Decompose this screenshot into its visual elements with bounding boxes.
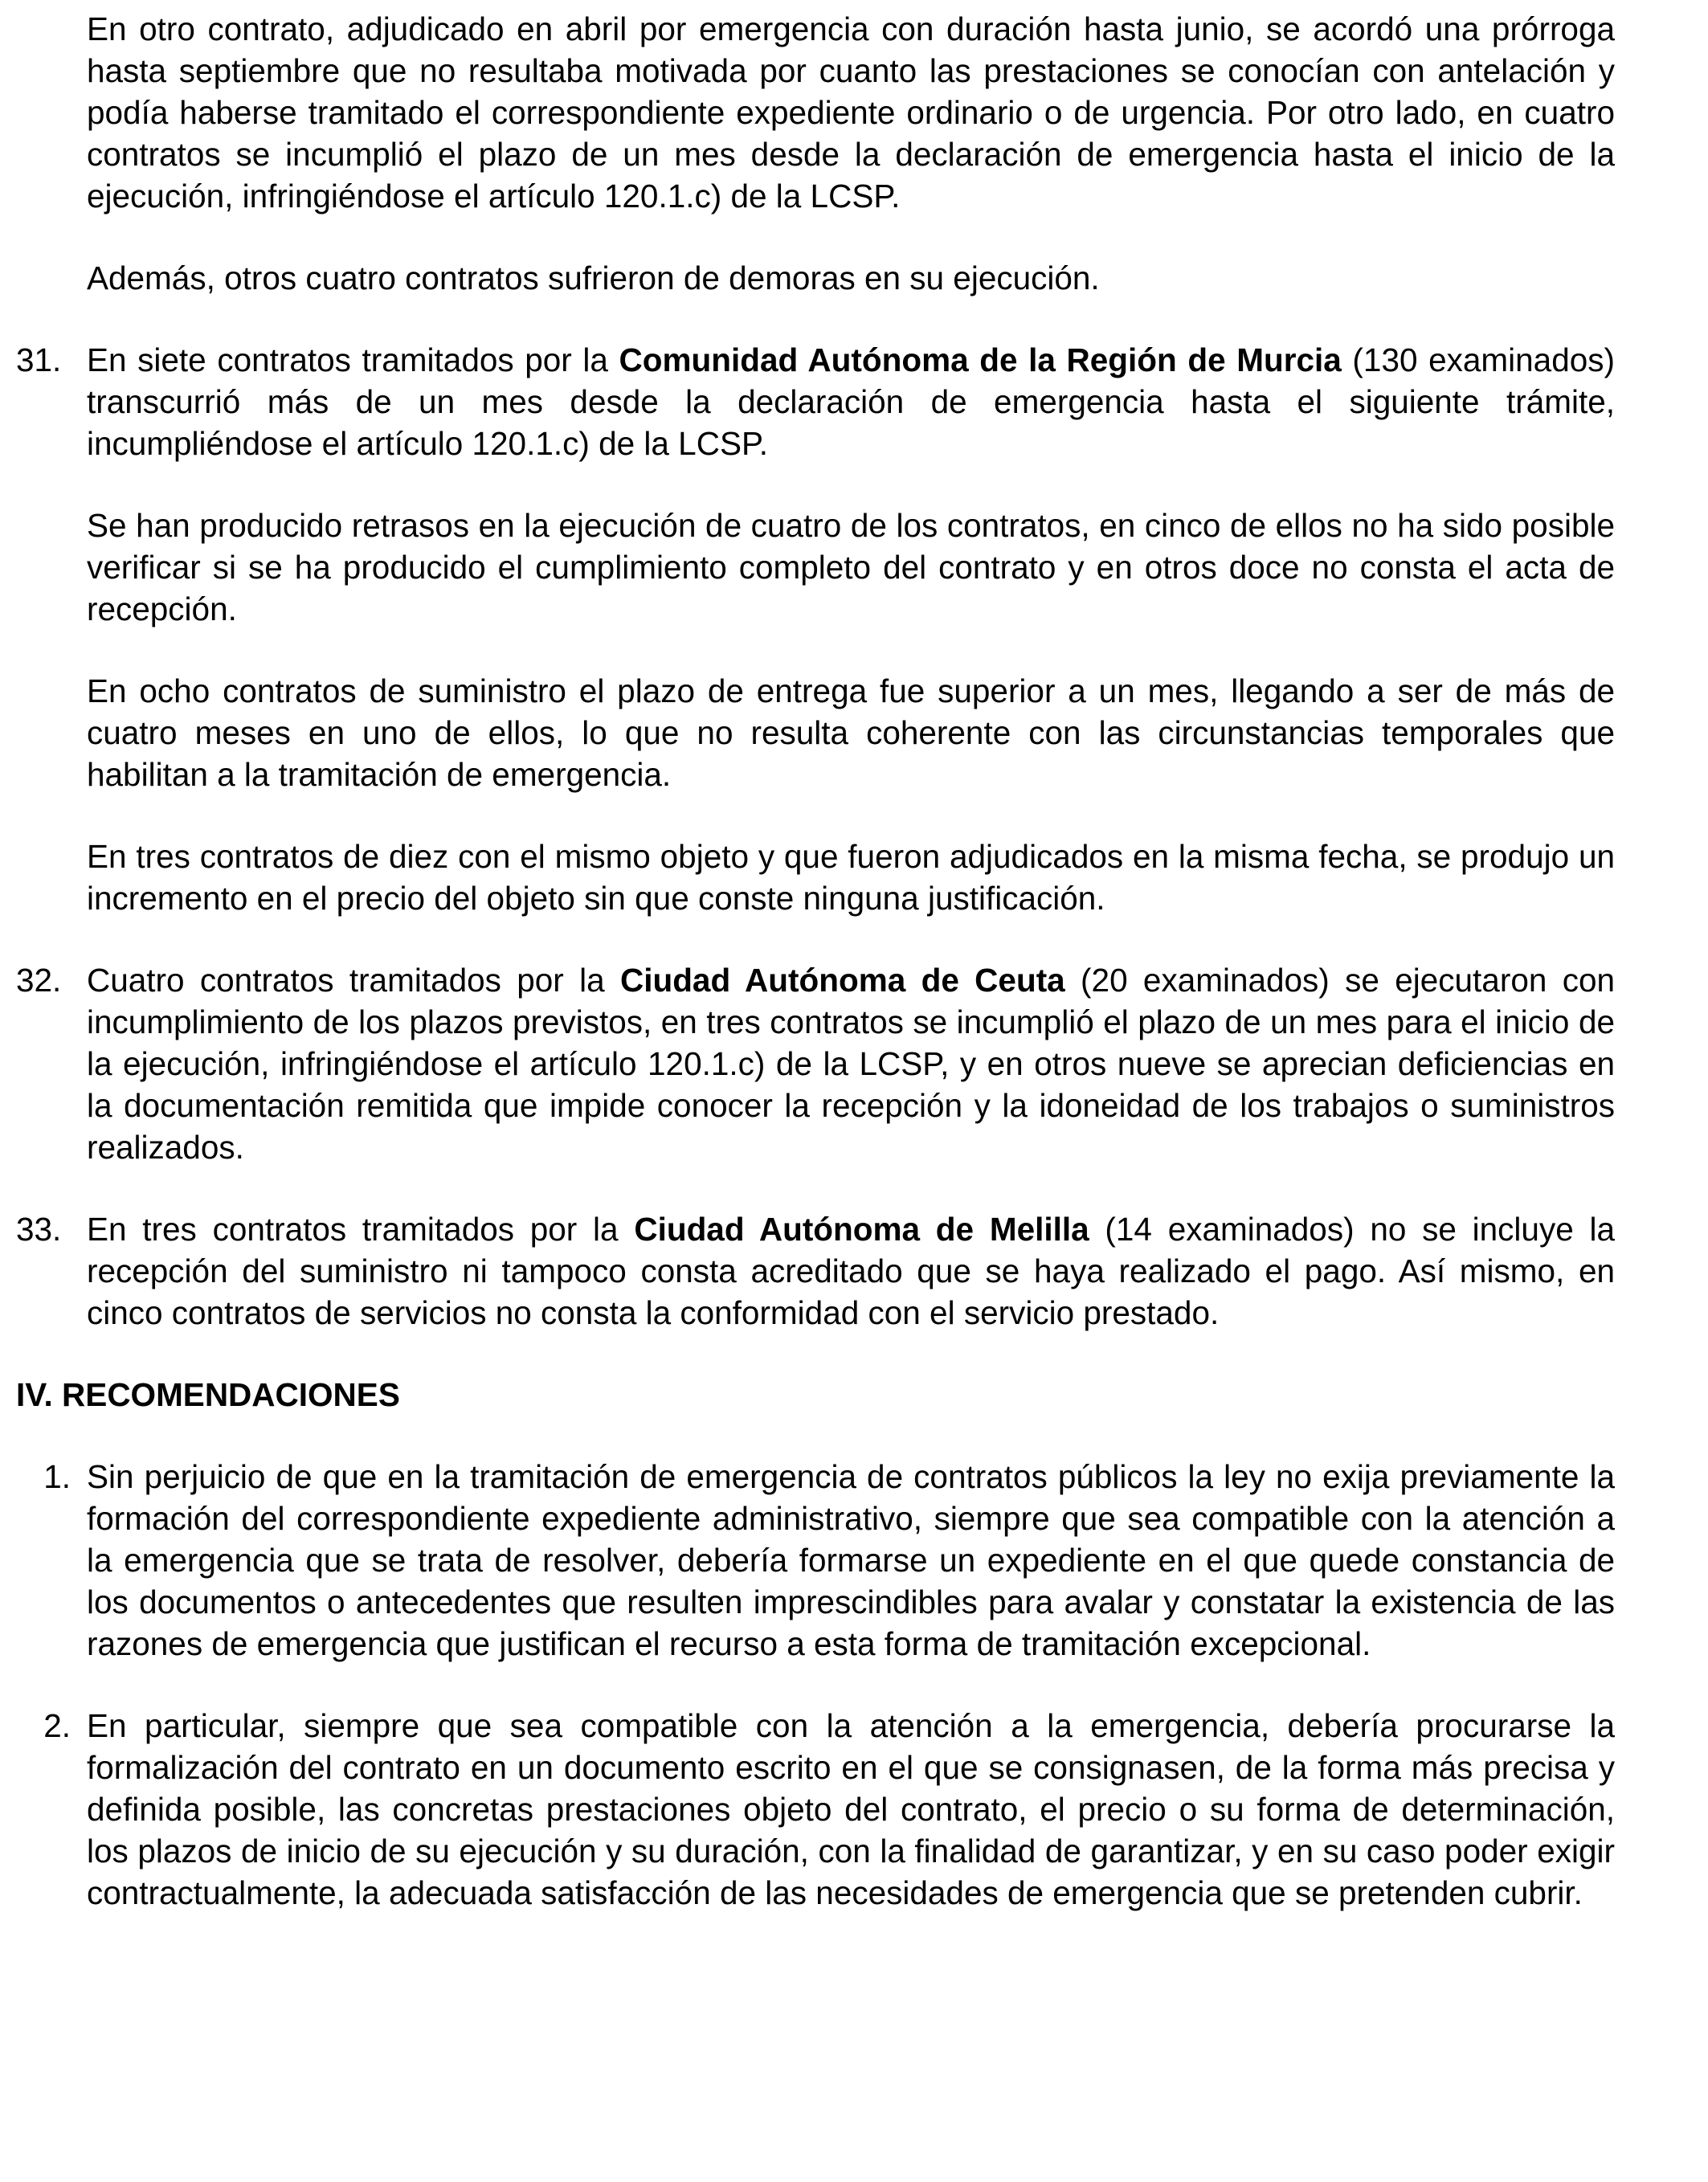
recommendation-1 xyxy=(16,1456,1615,1665)
item-31-pre: En siete contratos tramitados por la xyxy=(87,341,619,378)
item-32 xyxy=(16,959,1615,1168)
paragraph-ademas: Además, otros cuatro contratos sufrieron de demoras en su ejecución. xyxy=(87,259,1100,296)
item-33-entity: Ciudad Autónoma de Melilla xyxy=(634,1211,1089,1248)
item-32-pre: Cuatro contratos tramitados por la xyxy=(87,962,620,999)
paragraph-otro-contrato: En otro contrato, adjudicado en abril por emergencia con duración hasta junio, se acordó una prórroga hasta septiembre que no resultaba motivada por cuanto las prestaciones se conocían con antelación y podía haberse tramitado el correspondiente expediente ordinario o de urgencia. Por otro lado, en cuatro contratos se incumplió el plazo de un mes desde la declaración de emergencia hasta el inicio de la ejecución, infringiéndose el artículo 120.1.c) de la LCSP. xyxy=(87,10,1615,215)
item-32-entity: Ciudad Autónoma de Ceuta xyxy=(619,962,1065,999)
recommendation-1-text: Sin perjuicio de que en la tramitación de emergencia de contratos públicos la ley no exija previamente la formación del correspondiente expediente administrativo, siempre que sea compatible con la atención a la emergencia que se trata de resolver, debería formarse un expediente en el que quede constancia de los documentos o antecedentes que resulten imprescindibles para avalar y constatar la existencia de las razones de emergencia que justifican el recurso a esta forma de tramitación excepcional. xyxy=(87,1458,1615,1662)
item-33-paragraph xyxy=(87,1208,1615,1334)
item-33-number: 33. xyxy=(16,1211,62,1248)
recommendation-2-text: En particular, siempre que sea compatible con la atención a la emergencia, debería procurarse la formalización del contrato en un documento escrito en el que se consignasen, de la forma más precisa y definida posible, las concretas prestaciones objeto del contrato, el precio o su forma de determinación, los plazos de inicio de su ejecución y su duración, con la finalidad de garantizar, y en su caso poder exigir contractualmente, la adecuada satisfacción de las necesidades de emergencia que se pretenden cubrir. xyxy=(87,1707,1615,1911)
item-32-post: (20 examinados) se ejecutaron con incumplimiento de los plazos previstos, en tres contratos se incumplió el plazo de un mes para el inicio de la ejecución, infringiéndose el artículo 120.1.c) de la LCSP, y en otros nueve se aprecian deficiencias en la documentación remitida que impide conocer la recepción y la idoneidad de los trabajos o suministros realizados. xyxy=(87,962,1615,1166)
item-31-body xyxy=(87,339,1615,919)
item-31-number: 31. xyxy=(16,341,62,378)
item-31-paragraph-4: En tres contratos de diez con el mismo objeto y que fueron adjudicados en la misma fecha, se produjo un incremento en el precio del objeto sin que conste ninguna justificación. xyxy=(87,838,1615,917)
item-31-post: (130 examinados) transcurrió más de un mes desde la declaración de emergencia hasta el siguiente trámite, incumpliéndose el artículo 120.1.c) de la LCSP. xyxy=(87,341,1615,462)
item-33-pre: En tres contratos tramitados por la xyxy=(87,1211,635,1248)
item-31-paragraph-3: En ocho contratos de suministro el plazo de entrega fue superior a un mes, llegando a ser de más de cuatro meses en uno de ellos, lo que no resulta coherente con las circunstancias temporales que habilitan a la tramitación de emergencia. xyxy=(87,672,1615,793)
item-31-paragraph-1 xyxy=(87,339,1615,464)
item-32-number: 32. xyxy=(16,962,62,999)
item-33 xyxy=(16,1208,1615,1334)
section-heading-recomendaciones: IV. RECOMENDACIONES xyxy=(16,1376,400,1413)
item-32-body xyxy=(87,959,1615,1168)
item-33-body xyxy=(87,1208,1615,1334)
item-31-paragraph-2: Se han producido retrasos en la ejecución de cuatro de los contratos, en cinco de ellos no ha sido posible verificar si se ha producido el cumplimiento completo del contrato y en otros doce no consta el acta de recepción. xyxy=(87,507,1615,627)
recommendation-2-number: 2. xyxy=(43,1707,71,1744)
item-31 xyxy=(16,339,1615,919)
recommendation-2 xyxy=(16,1705,1615,1914)
item-32-paragraph xyxy=(87,959,1615,1168)
document-page xyxy=(16,8,1615,1914)
recommendation-1-number: 1. xyxy=(43,1458,71,1495)
recommendation-1-body xyxy=(87,1456,1615,1665)
item-31-entity: Comunidad Autónoma de la Región de Murcia xyxy=(619,341,1342,378)
item-33-post: (14 examinados) no se incluye la recepción del suministro ni tampoco consta acreditado que se haya realizado el pago. Así mismo, en cinco contratos de servicios no consta la conformidad con el servicio prestado. xyxy=(87,1211,1616,1331)
recommendation-2-body xyxy=(87,1705,1615,1914)
